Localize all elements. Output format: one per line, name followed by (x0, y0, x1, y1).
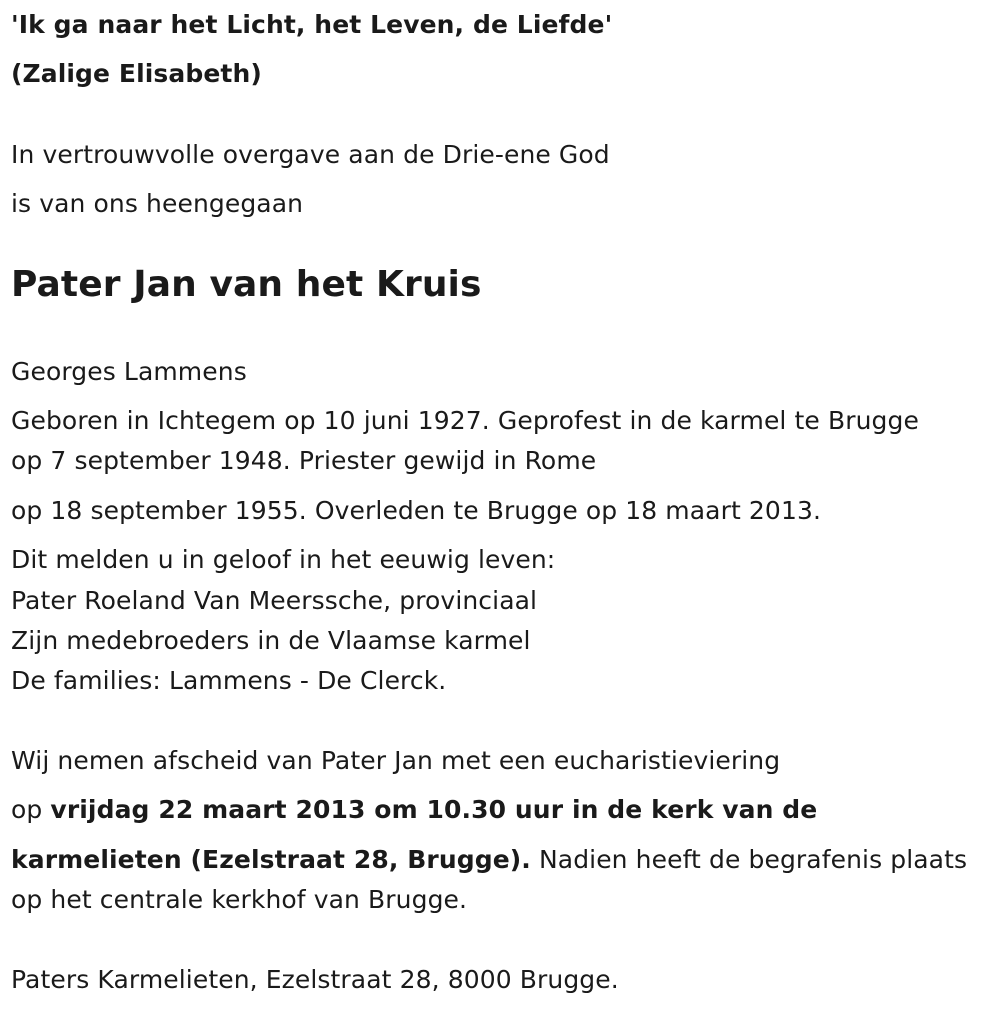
funeral-line-1: Wij nemen afscheid van Pater Jan met een eucharistieviering (11, 746, 781, 775)
announcer-3: De families: Lammens - De Clerck. (11, 666, 447, 695)
funeral-line-2 (11, 795, 817, 825)
motto-attribution: (Zalige Elisabeth) (11, 59, 262, 88)
biography-line-1: Geboren in Ichtegem op 10 juni 1927. Geprofest in de karmel te Brugge (11, 406, 919, 435)
biography-line-3: op 18 september 1955. Overleden te Brugge op 18 maart 2013. (11, 496, 822, 525)
announcer-1: Pater Roeland Van Meerssche, provinciaal (11, 586, 538, 615)
funeral-location: karmelieten (Ezelstraat 28, Brugge). (11, 845, 531, 874)
intro-line-1: In vertrouwvolle overgave aan de Drie-ene God (11, 140, 610, 169)
funeral-line-3 (11, 845, 967, 875)
footer-address: Paters Karmelieten, Ezelstraat 28, 8000 Brugge. (11, 965, 619, 994)
announcers-intro: Dit melden u in geloof in het eeuwig leven: (11, 545, 556, 574)
funeral-line-4: op het centrale kerkhof van Brugge. (11, 885, 468, 914)
biography-line-2: op 7 september 1948. Priester gewijd in Rome (11, 446, 597, 475)
civil-name: Georges Lammens (11, 357, 247, 386)
funeral-datetime: vrijdag 22 maart 2013 om 10.30 uur in de kerk van de (50, 795, 818, 824)
motto-quote: 'Ik ga naar het Licht, het Leven, de Liefde' (11, 10, 613, 39)
announcer-2: Zijn medebroeders in de Vlaamse karmel (11, 626, 531, 655)
funeral-line-3-rest: Nadien heeft de begrafenis plaats (530, 845, 968, 874)
intro-line-2: is van ons heengegaan (11, 189, 304, 218)
funeral-line-2-prefix: op (11, 795, 51, 824)
deceased-name: Pater Jan van het Kruis (11, 264, 482, 305)
